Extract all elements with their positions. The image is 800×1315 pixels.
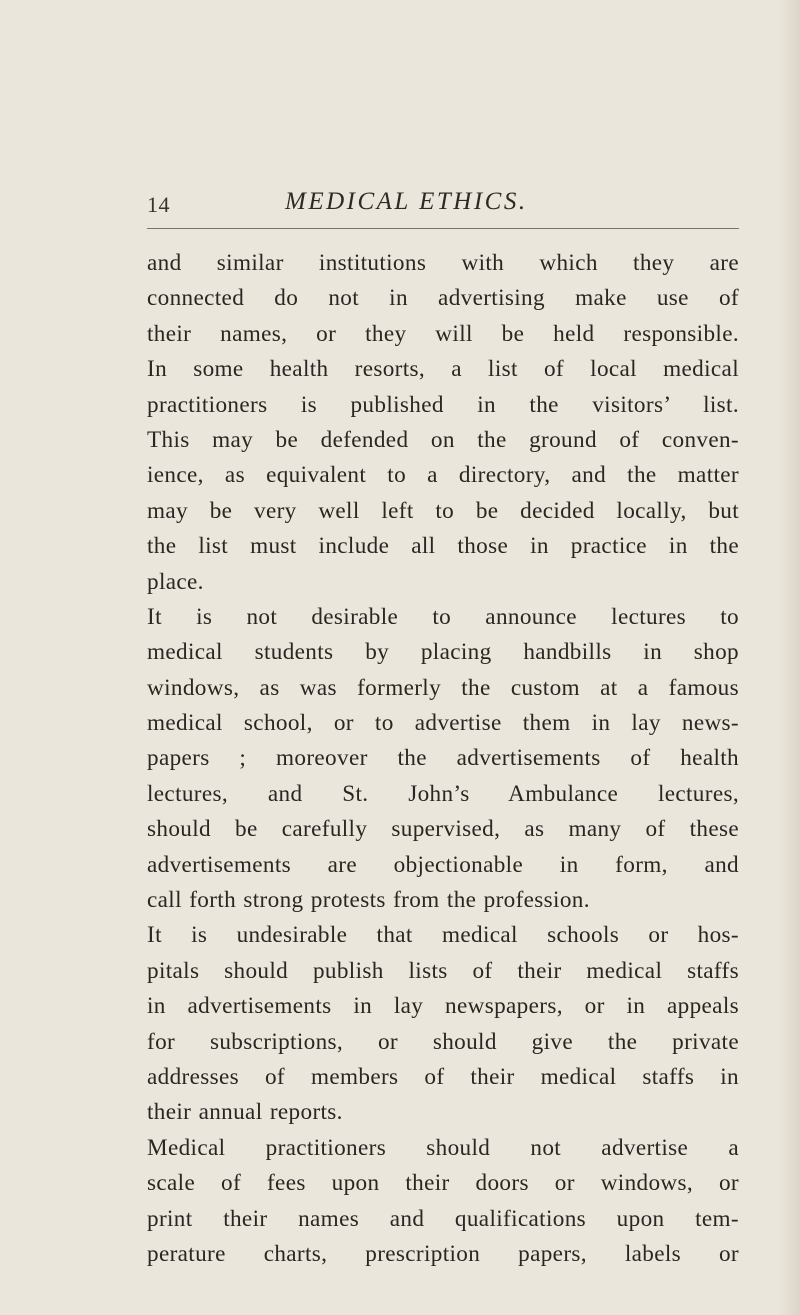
- text-line: call forth strong protests from the profession.: [147, 887, 590, 914]
- text-line: perature charts, prescription papers, labels or: [147, 1240, 739, 1267]
- text-line: It is not desirable to announce lectures to: [147, 603, 739, 630]
- text-line: place.: [147, 568, 204, 595]
- text-line: practitioners is published in the visitors’ list.: [147, 391, 739, 418]
- text-line: should be carefully supervised, as many of these: [147, 816, 739, 843]
- text-line: their names, or they will be held responsible.: [147, 320, 739, 347]
- text-line: scale of fees upon their doors or windows, or: [147, 1170, 739, 1197]
- text-line: the list must include all those in practice in the: [147, 533, 739, 560]
- text-line: It is undesirable that medical schools or hos-: [147, 922, 739, 949]
- text-line: for subscriptions, or should give the private: [147, 1028, 739, 1055]
- text-line: windows, as was formerly the custom at a famous: [147, 674, 739, 701]
- running-head: MEDICAL ETHICS.: [285, 188, 528, 215]
- text-line: lectures, and St. John’s Ambulance lectures,: [147, 780, 739, 807]
- text-line: may be very well left to be decided locally, but: [147, 497, 739, 524]
- page-edge-shadow: [778, 0, 800, 1315]
- text-line: ience, as equivalent to a directory, and the matter: [147, 462, 739, 489]
- text-line: Medical practitioners should not advertise a: [147, 1134, 739, 1161]
- text-line: medical students by placing handbills in shop: [147, 639, 739, 666]
- text-line: their annual reports.: [147, 1099, 343, 1126]
- text-line: addresses of members of their medical staffs in: [147, 1063, 739, 1090]
- text-line: and similar institutions with which they are: [147, 250, 739, 276]
- text-line: This may be defended on the ground of conven-: [147, 426, 739, 453]
- text-line: in advertisements in lay newspapers, or in appeals: [147, 993, 739, 1020]
- text-line: pitals should publish lists of their medical staffs: [147, 957, 739, 984]
- text-line: advertisements are objectionable in form, and: [147, 851, 739, 878]
- text-line: print their names and qualifications upon tem-: [147, 1205, 739, 1232]
- page-number: 14: [147, 192, 170, 217]
- text-line: connected do not in advertising make use of: [147, 285, 739, 312]
- text-line: medical school, or to advertise them in lay news-: [147, 710, 739, 737]
- text-line: In some health resorts, a list of local medical: [147, 356, 739, 383]
- page-header: [147, 186, 737, 226]
- header-rule: [147, 228, 739, 229]
- text-line: papers ; moreover the advertisements of health: [147, 745, 739, 772]
- body-text: [147, 246, 739, 1272]
